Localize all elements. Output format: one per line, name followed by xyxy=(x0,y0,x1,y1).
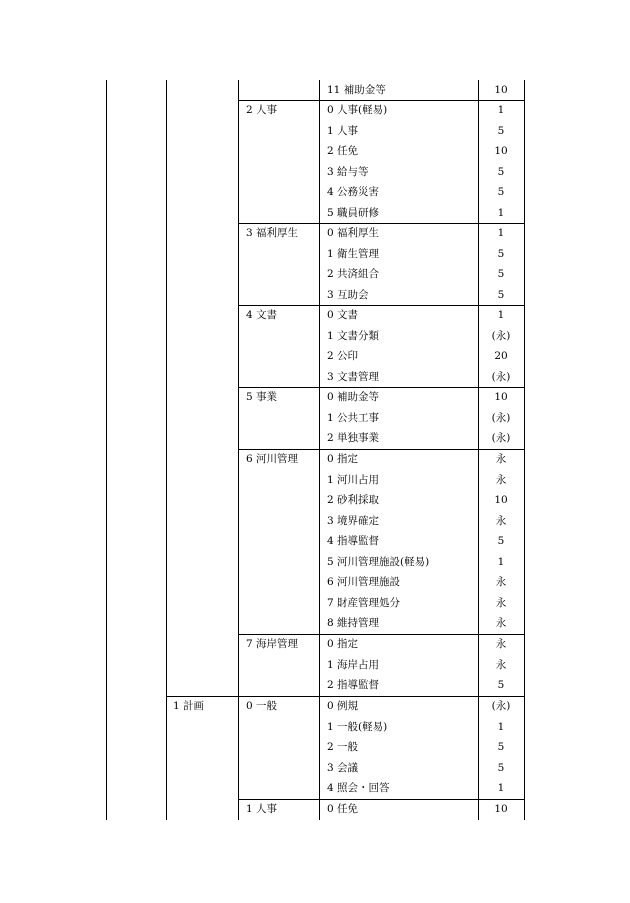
minor-category: 5 職員研修 xyxy=(327,207,380,219)
major-category: 1 計画 xyxy=(173,700,205,712)
group-separator xyxy=(238,223,524,224)
minor-category: 1 河川占用 xyxy=(327,474,380,486)
retention-period: 1 xyxy=(497,104,505,116)
column-line xyxy=(524,80,525,820)
minor-category: 3 会議 xyxy=(327,762,359,774)
column-line xyxy=(319,80,320,820)
minor-category: 7 財産管理処分 xyxy=(327,597,401,609)
minor-category: 1 文書分類 xyxy=(327,330,380,342)
retention-period: 永 xyxy=(495,638,507,650)
group-separator xyxy=(238,387,524,388)
mid-category: 0 一般 xyxy=(246,700,278,712)
retention-period: (永) xyxy=(491,330,511,342)
column-line xyxy=(166,80,167,820)
retention-period: (永) xyxy=(491,700,511,712)
minor-category: 2 公印 xyxy=(327,350,359,362)
retention-period: 1 xyxy=(497,227,505,239)
retention-period: 5 xyxy=(497,125,505,137)
retention-period: 1 xyxy=(497,207,505,219)
retention-period: 永 xyxy=(495,617,507,629)
minor-category: 1 公共工事 xyxy=(327,412,380,424)
retention-period: 10 xyxy=(494,494,508,506)
minor-category: 2 砂利採取 xyxy=(327,494,380,506)
mid-category: 4 文書 xyxy=(246,309,278,321)
minor-category: 0 指定 xyxy=(327,453,359,465)
group-separator xyxy=(166,696,524,697)
group-separator xyxy=(238,634,524,635)
minor-category: 5 河川管理施設(軽易) xyxy=(327,556,430,568)
minor-category: 0 人事(軽易) xyxy=(327,104,388,116)
minor-category: 3 給与等 xyxy=(327,166,369,178)
retention-period: 永 xyxy=(495,474,507,486)
minor-category: 2 単独事業 xyxy=(327,432,380,444)
retention-period: 10 xyxy=(494,145,508,157)
retention-period: (永) xyxy=(491,371,511,383)
retention-period: 1 xyxy=(497,309,505,321)
minor-category: 2 指導監督 xyxy=(327,679,380,691)
minor-category: 4 指導監督 xyxy=(327,535,380,547)
retention-period: 永 xyxy=(495,453,507,465)
retention-period: 永 xyxy=(495,515,507,527)
mid-category: 3 福利厚生 xyxy=(246,227,299,239)
column-line xyxy=(106,80,107,820)
mid-category: 7 海岸管理 xyxy=(246,638,299,650)
minor-category: 0 任免 xyxy=(327,803,359,815)
retention-period: 5 xyxy=(497,186,505,198)
minor-category: 2 一般 xyxy=(327,741,359,753)
retention-period: 5 xyxy=(497,535,505,547)
retention-period: 10 xyxy=(494,391,508,403)
retention-period: 永 xyxy=(495,597,507,609)
retention-period: 10 xyxy=(494,84,508,96)
retention-period: 5 xyxy=(497,248,505,260)
retention-period: 5 xyxy=(497,762,505,774)
retention-period: 永 xyxy=(495,659,507,671)
group-separator xyxy=(238,305,524,306)
minor-category: 3 互助会 xyxy=(327,289,369,301)
mid-category: 6 河川管理 xyxy=(246,453,299,465)
minor-category: 2 共済組合 xyxy=(327,268,380,280)
retention-period: 20 xyxy=(494,350,508,362)
retention-period: (永) xyxy=(491,412,511,424)
column-line xyxy=(238,80,239,820)
retention-period: 1 xyxy=(497,782,505,794)
group-separator xyxy=(238,100,524,101)
retention-period: 1 xyxy=(497,556,505,568)
retention-period: 5 xyxy=(497,289,505,301)
minor-category: 3 文書管理 xyxy=(327,371,380,383)
retention-period: 永 xyxy=(495,576,507,588)
retention-period: 5 xyxy=(497,679,505,691)
group-separator xyxy=(238,449,524,450)
retention-period: 10 xyxy=(494,803,508,815)
retention-period: 5 xyxy=(497,741,505,753)
minor-category: 0 補助金等 xyxy=(327,391,380,403)
minor-category: 4 照会・回答 xyxy=(327,782,390,794)
retention-period: (永) xyxy=(491,432,511,444)
minor-category: 11 補助金等 xyxy=(327,84,386,96)
minor-category: 0 文書 xyxy=(327,309,359,321)
minor-category: 1 衛生管理 xyxy=(327,248,380,260)
minor-category: 0 例規 xyxy=(327,700,359,712)
mid-category: 1 人事 xyxy=(246,803,278,815)
minor-category: 1 人事 xyxy=(327,125,359,137)
minor-category: 2 任免 xyxy=(327,145,359,157)
mid-category: 2 人事 xyxy=(246,104,278,116)
group-separator xyxy=(238,799,524,800)
minor-category: 8 維持管理 xyxy=(327,617,380,629)
minor-category: 6 河川管理施設 xyxy=(327,576,401,588)
minor-category: 0 福利厚生 xyxy=(327,227,380,239)
minor-category: 0 指定 xyxy=(327,638,359,650)
minor-category: 1 海岸占用 xyxy=(327,659,380,671)
minor-category: 4 公務災害 xyxy=(327,186,380,198)
minor-category: 3 境界確定 xyxy=(327,515,380,527)
retention-period: 5 xyxy=(497,268,505,280)
minor-category: 1 一般(軽易) xyxy=(327,721,388,733)
retention-period: 1 xyxy=(497,721,505,733)
mid-category: 5 事業 xyxy=(246,391,278,403)
retention-period: 5 xyxy=(497,166,505,178)
